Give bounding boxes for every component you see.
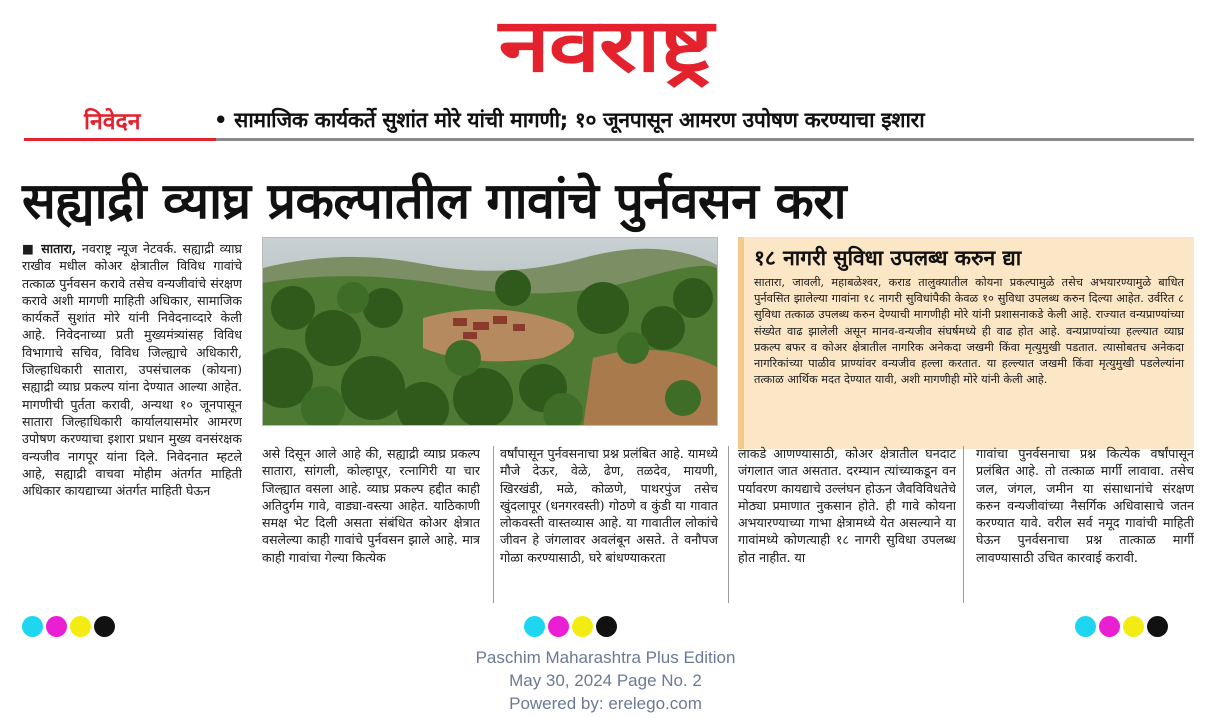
- sidebar-title: १८ नागरी सुविधा उपलब्ध करुन द्या: [754, 246, 1022, 270]
- registration-marks: [22, 616, 115, 637]
- article-col1-text: नवराष्ट्र न्यूज नेटवर्क. सह्याद्री व्याघ्र राखीव मधील कोअर क्षेत्रातील विविध गावांचे तत्काळ पुर्नवसन करावे तसेच वन्यजीवांचे संरक्षण करावे अशी मागणी माहिती अधिकार, सामाजिक कार्यकर्ते सुशांत मोरे यांनी निवेदनाव्दारे केली आहे. निवेदनाच्या प्रती मुख्यमंत्र्यांसह विविध विभागाचे सचिव, विविध जिल्ह्याचे अधिकारी, जिल्हाधिकारी सातारा, उपसंचालक (कोयना) सह्याद्री व्याघ्र प्रकल्प यांना देण्यात आल्या आहेत. मागणीची पुर्तता करावी, अन्यथा १० जूनपासून सातारा जिल्हाधिकारी कार्यालयासमोर आमरण उपोषण करण्याचा इशारा प्रधान मुख्य वनसंरक्षक वन्यजीव नागपूर यांना दिले. निवेदनात म्हटले आहे, सह्याद्री वाचवा मोहीम अंतर्गत माहिती अधिकार कायद्याच्या अंतर्गत माहिती घेऊन: [22, 241, 242, 499]
- registration-marks: [1075, 616, 1168, 637]
- edition-footer: [0, 646, 1211, 715]
- yellow-registration-dot: [70, 616, 91, 637]
- dateline: ■ सातारा,: [22, 241, 77, 256]
- article-column-2: असे दिसून आले आहे की, सह्याद्री व्याघ्र प्रकल्प सातारा, सांगली, कोल्हापूर, रत्नागिरी या चार जिल्ह्यात वसला आहे. व्याघ्र प्रकल्प हद्दीत काही अतिदुर्गम गावे, वाड्या-वस्त्या आहेत. याठिकाणी समक्ष भेट दिली असता संबंधित कोअर क्षेत्रात वसलेल्या काही गावांचे पुर्नवसन झाले आहे. मात्र काही गावांचा गेल्या कित्येक: [262, 446, 480, 565]
- sidebar-body: सातारा, जावली, महाबळेश्वर, कराड तालुक्यातील कोयना प्रकल्पामुळे तसेच अभयारण्यामुळे बाधित पुर्नवसित झालेल्या गावांना १८ नागरी सुविधांपैकी केवळ १० सुविधा उपलब्ध करुन दिल्या आहेत. उर्वरित ८ सुविधा तत्काळ उपलब्ध करुन देण्याची मागणीही मोरे यांनी प्रशासनाकडे केली आहे. राज्यात वन्यप्राण्यांच्या संख्येत वाढ झालेली असून मानव-वन्यजीव संघर्षमध्ये ही वाढ होत आहे. वन्यप्राण्यांच्या हल्ल्यात व्याघ्र प्रकल्प बफर व कोअर क्षेत्रातील नागरिक अनेकदा जखमी किंवा मृत्युमुखी पडतात. त्यासोबतच अनेकदा नागरिकांच्या पाळीव प्राण्यांवर वन्यजीव हल्ला करतात. या हल्ल्यात जखमी किंवा मृत्युमुखी पडलेल्यांना तत्काळ आर्थिक मदत देण्यात यावी, अशी मागणीही मोरे यांनी केली आहे.: [754, 276, 1184, 387]
- kicker-rule-grey: [216, 138, 1194, 141]
- registration-marks: [524, 616, 617, 637]
- edition-name: Paschim Maharashtra Plus Edition: [475, 648, 736, 667]
- cyan-registration-dot: [1075, 616, 1096, 637]
- headline: सह्याद्री व्याघ्र प्रकल्पातील गावांचे पुर्नवसन करा: [22, 172, 847, 230]
- article-column-1: [22, 240, 242, 613]
- yellow-registration-dot: [572, 616, 593, 637]
- black-registration-dot: [1147, 616, 1168, 637]
- column-divider: [728, 446, 729, 603]
- kicker-text: • सामाजिक कार्यकर्ते सुशांत मोरे यांची मागणी; १० जूनपासून आमरण उपोषण करण्याचा इशारा: [214, 108, 925, 132]
- cyan-registration-dot: [22, 616, 43, 637]
- article-column-5: गावांचा पुनर्वसनाचा प्रश्न कित्येक वर्षांपासून प्रलंबित आहे. तो तत्काळ मार्गी लावावा. तसेच जल, जंगल, जमीन या संसाधानांचे संरक्षण करुन वन्यजीवांच्या नैसर्गिक अधिवासाचे जतन करण्यात यावे. वरील सर्व नमूद गावांची माहिती घेऊन पुनर्वसनाचा प्रश्न तात्काळ मार्गी लावण्यासाठी उचित कारवाई करावी.: [976, 446, 1194, 565]
- column-divider: [963, 446, 964, 603]
- article-photo: [262, 237, 718, 426]
- sidebar-box: [738, 237, 1194, 449]
- article-column-3: वर्षांपासून पुर्नवसनाचा प्रश्न प्रलंबित आहे. यामध्ये मौजे देऊर, वेळे, ढेण, तळदेव, मायणी, खिरखंडी, मळे, कोळणे, पाथरपुंज तसेच खुंदलापूर (धनगरवस्ती) गोठणे व कुंडी या गावात लोकवस्ती वास्तव्यास आहे. या गावातील लोकांचे जीवन हे जंगलावर अवलंबून असते. ते वनौपज गोळा करण्यासाठी, घरे बांधण्याकरता: [500, 446, 718, 565]
- kicker-bar: [24, 98, 1194, 142]
- yellow-registration-dot: [1123, 616, 1144, 637]
- magenta-registration-dot: [1099, 616, 1120, 637]
- powered-by-link[interactable]: Powered by: erelego.com: [509, 694, 702, 713]
- magenta-registration-dot: [46, 616, 67, 637]
- black-registration-dot: [596, 616, 617, 637]
- forest-village-photo: [263, 238, 718, 426]
- cyan-registration-dot: [524, 616, 545, 637]
- column-divider: [493, 446, 494, 603]
- kicker-rule-red: [24, 138, 216, 141]
- newspaper-logo: नवराष्ट्र: [498, 3, 713, 89]
- kicker-label: निवेदन: [84, 109, 141, 135]
- masthead: [0, 0, 1211, 92]
- edition-date-page: May 30, 2024 Page No. 2: [509, 671, 702, 690]
- magenta-registration-dot: [548, 616, 569, 637]
- black-registration-dot: [94, 616, 115, 637]
- article-column-4: लाकडे आणण्यासाठी, कोअर क्षेत्रातील घनदाट जंगलात जात असतात. दरम्यान त्यांच्याकडून वन पर्यावरण कायद्याचे उल्लंघन होऊन जैवविविधतेचे मोठ्या प्रमाणात नुकसान होते. ही गावे कोयना अभयारण्याच्या गाभा क्षेत्रामध्ये येत असल्याने या गावांमध्ये कोणत्याही १८ नागरी सुविधा उपलब्ध होत नाहीत. या: [738, 446, 956, 565]
